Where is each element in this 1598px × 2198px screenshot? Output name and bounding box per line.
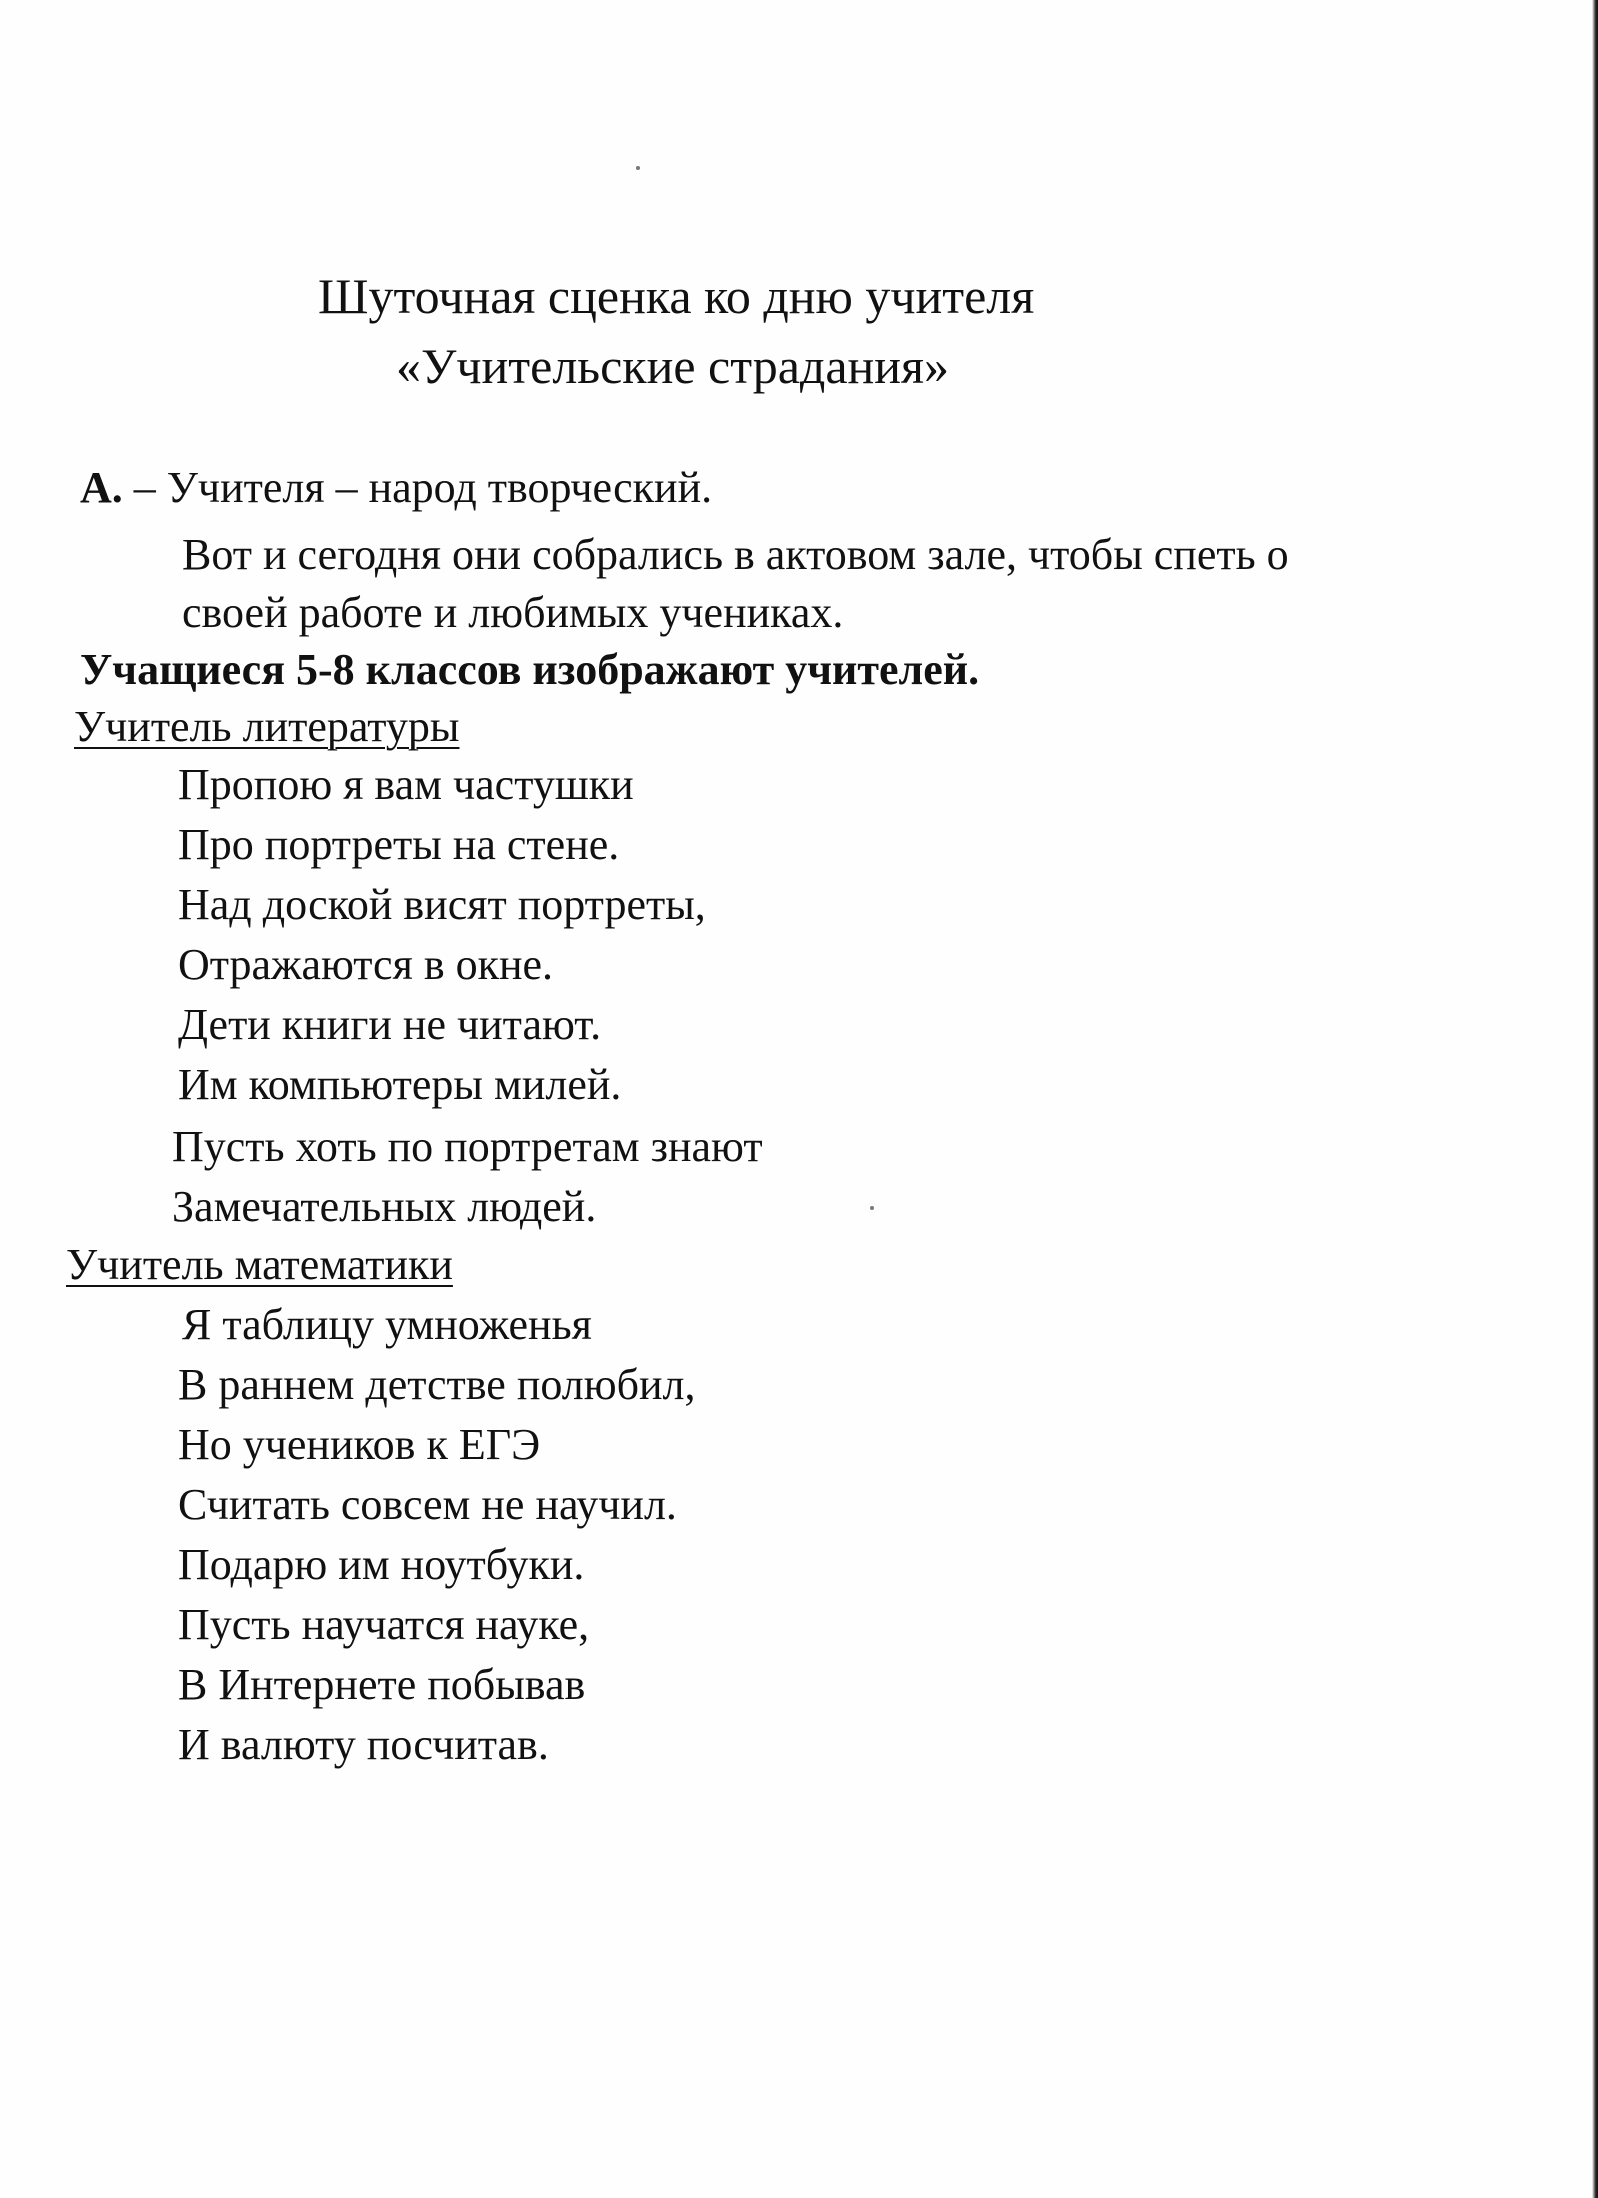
math-teacher-heading: Учитель математики [66,1240,453,1289]
verse-line: Замечательных людей. [172,1182,597,1231]
verse-line: Я таблицу умноженья [182,1300,592,1349]
scan-speck [636,166,640,170]
title-line-1: Шуточная сценка ко дню учителя [318,268,1035,324]
verse-line: Считать совсем не научил. [178,1480,677,1529]
verse-line: Подарю им ноутбуки. [178,1540,585,1589]
verse-line: Пусть научатся науке, [178,1600,590,1649]
stage-direction: Учащиеся 5-8 классов изображают учителей. [80,645,980,694]
scan-edge-shadow [1592,0,1598,2198]
title-line-2: «Учительские страдания» [396,338,950,394]
verse-line: Дети книги не читают. [178,1000,602,1049]
verse-line: Пропою я вам частушки [178,760,634,809]
verse-line: Над доской висят портреты, [178,880,706,929]
verse-line: Но учеников к ЕГЭ [178,1420,541,1469]
intro-line-1-text: – Учителя – народ творческий. [122,463,713,512]
scan-speck [870,1206,874,1210]
intro-line-3: своей работе и любимых учениках. [182,588,844,637]
intro-line-2: Вот и сегодня они собрались в актовом зале, чтобы спеть о [182,530,1289,579]
verse-line: Отражаются в окне. [178,940,554,989]
literature-teacher-heading: Учитель литературы [74,702,460,751]
verse-line: В Интернете побывав [178,1660,586,1709]
speaker-label: А. [80,463,123,512]
intro-line-1 [80,461,712,515]
verse-line: Про портреты на стене. [178,820,620,869]
verse-line: В раннем детстве полюбил, [178,1360,696,1409]
verse-line: Пусть хоть по портретам знают [172,1122,763,1171]
verse-line: И валюту посчитав. [178,1720,549,1769]
verse-line: Им компьютеры милей. [178,1060,622,1109]
